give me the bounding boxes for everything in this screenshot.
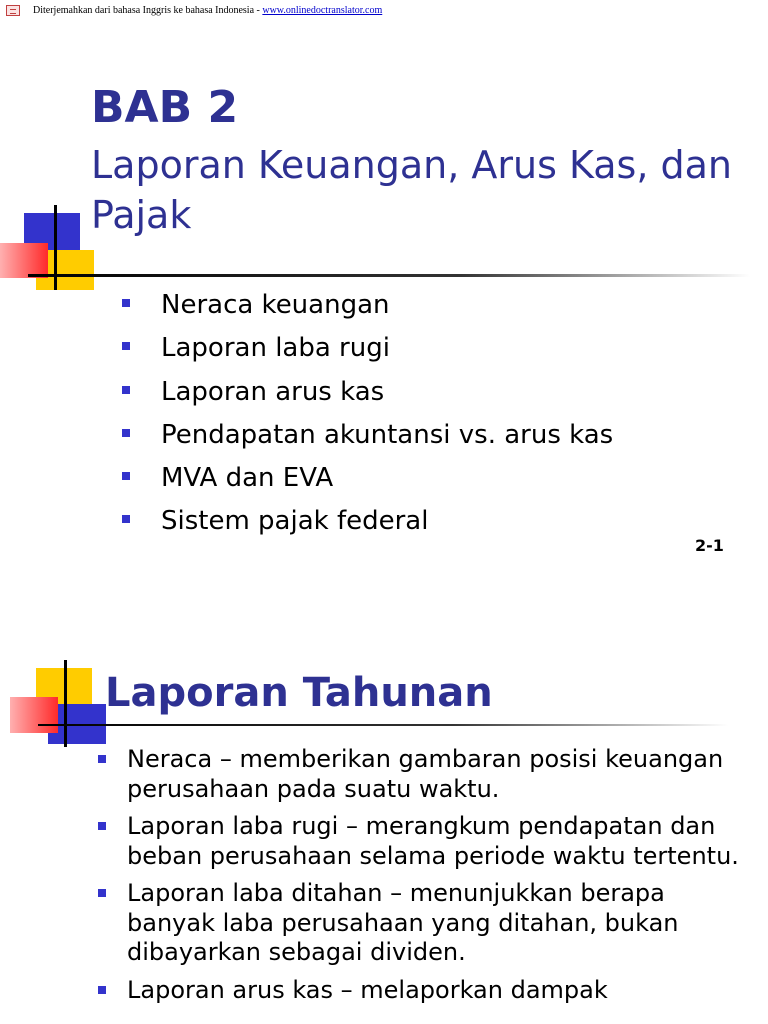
slide2-title: Laporan Tahunan (105, 670, 493, 716)
deco-vertical-line (54, 205, 57, 290)
square-bullet-icon (98, 889, 106, 897)
square-bullet-icon (122, 299, 130, 307)
slide2-divider (38, 724, 728, 726)
square-bullet-icon (98, 986, 106, 994)
square-bullet-icon (122, 472, 130, 480)
deco-red-square (0, 243, 48, 278)
deco-red-square (10, 697, 58, 733)
slide2-bullet-list (98, 745, 748, 1013)
list-item: Pendapatan akuntansi vs. arus kas (122, 415, 613, 458)
list-item: Neraca – memberikan gambaran posisi keuangan perusahaan pada suatu waktu. (98, 745, 748, 804)
list-item: Laporan arus kas (122, 372, 613, 415)
list-item: Laporan laba rugi – merangkum pendapatan dan beban perusahaan selama periode waktu tertentu. (98, 812, 748, 871)
square-bullet-icon (98, 755, 106, 763)
page-number: 2-1 (695, 536, 724, 555)
list-item: Neraca keuangan (122, 285, 613, 328)
list-item: Laporan laba rugi (122, 328, 613, 371)
translator-logo-icon (6, 5, 20, 16)
square-bullet-icon (122, 429, 130, 437)
square-bullet-icon (98, 822, 106, 830)
square-bullet-icon (122, 342, 130, 350)
square-bullet-icon (122, 386, 130, 394)
slide1-bullet-list (122, 285, 613, 545)
list-item: Sistem pajak federal (122, 501, 613, 544)
list-item: MVA dan EVA (122, 458, 613, 501)
banner-text: Diterjemahkan dari bahasa Inggris ke bahasa Indonesia - www.onlinedoctranslator.com (33, 5, 383, 16)
translator-banner (0, 0, 768, 22)
translator-link[interactable]: www.onlinedoctranslator.com (262, 5, 383, 16)
square-bullet-icon (122, 515, 130, 523)
list-item: Laporan laba ditahan – menunjukkan berapa banyak laba perusahaan yang ditahan, bukan dibayarkan sebagai dividen. (98, 879, 748, 968)
list-item: Laporan arus kas – melaporkan dampak (98, 976, 748, 1006)
slide1-divider (28, 274, 750, 277)
slide1-title: BAB 2 (91, 82, 239, 133)
slide1-subtitle: Laporan Keuangan, Arus Kas, dan Pajak (91, 143, 732, 237)
deco-vertical-line (64, 660, 67, 747)
